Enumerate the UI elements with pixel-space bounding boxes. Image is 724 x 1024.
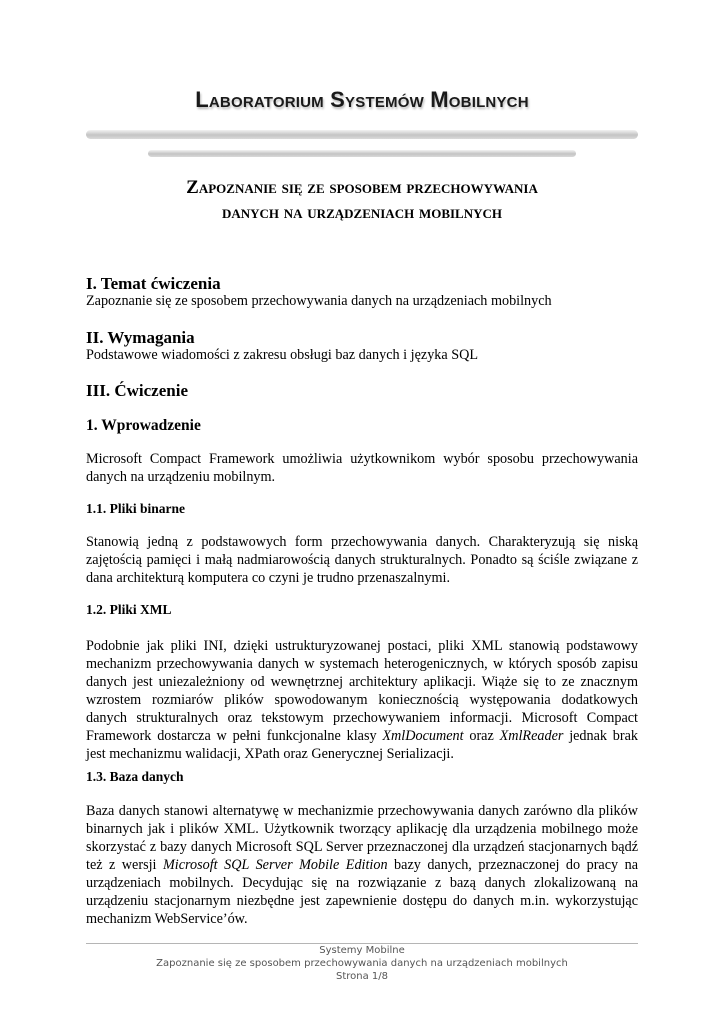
paragraph-database xyxy=(86,802,638,928)
page-footer xyxy=(0,944,724,983)
section-text-requirements: Podstawowe wiadomości z zakresu obsługi baz danych i języka SQL xyxy=(86,347,479,363)
subsection-heading-database: 1.3. Baza danych xyxy=(86,769,184,784)
xml-class-xmlreader: XmlReader xyxy=(499,728,564,744)
xml-text-part-b: oraz xyxy=(469,728,494,744)
footer-document-title: Zapoznanie się ze sposobem przechowywania danych na urządzeniach mobilnych xyxy=(156,958,568,969)
document-title-line-2: danych na urządzeniach mobilnych xyxy=(221,202,503,223)
subsection-heading-xml-files: 1.2. Pliki XML xyxy=(86,602,172,617)
subsection-heading-binary-files: 1.1. Pliki binarne xyxy=(86,501,186,516)
footer-page-number: Strona 1/8 xyxy=(335,971,389,982)
db-text-part-a: Baza danych stanowi alternatywę w mechanizmie przechowywania danych zarówno dla plików binarnych jak i plików XML. Użytkownik tworzący aplikację dla urządzenia mobilnego może skorzystać z bazy danych Microsoft SQL Server przeznaczonej dla urządzeń stacjonarnych bądź też z wersji xyxy=(86,803,638,873)
section-text-topic: Zapoznanie się ze sposobem przechowywania danych na urządzeniach mobilnych xyxy=(86,293,552,309)
db-text-part-b: bazy danych, przeznaczonej do pracy na urządzeniach mobilnych. Decydując się na rozwiązanie z bazą danych zlokalizowaną na urządzeniu stacjonarnym niezbędne jest zapewnienie dostępu do danych m.in. wykorzystując mechanizm WebService’ów. xyxy=(86,857,638,927)
decorative-divider-bottom xyxy=(148,150,576,157)
section-heading-topic: I. Temat ćwiczenia xyxy=(86,274,221,293)
footer-course-name: Systemy Mobilne xyxy=(319,945,405,956)
db-edition-name: Microsoft SQL Server Mobile Edition xyxy=(162,857,388,873)
xml-text-part-c: jednak brak jest mechanizmu walidacji, XPath oraz Generycznej Serializacji. xyxy=(86,728,639,762)
xml-text-part-a: Podobnie jak pliki INI, dzięki ustrukturyzowanej postaci, pliki XML stanowią podstawowy mechanizm przechowywania danych w systemach heterogenicznych, w których sposób zapisu danych jest uniezależniony od wewnętrznej architektury aplikacji. Wiąże się to ze znacznym wzrostem rozmiarów plików spowodowanym koniecznością występowania dodatkowych danych strukturalnych oraz tekstowym przechowywaniem informacji. Microsoft Compact Framework dostarcza w pełni funkcjonalne klasy xyxy=(86,638,638,744)
header-title: Laboratorium Systemów Mobilnych xyxy=(195,87,529,112)
decorative-divider-top xyxy=(86,130,638,139)
document-title-line-1: Zapoznanie się ze sposobem przechowywania xyxy=(186,177,538,198)
paragraph-binary-files: Stanowią jedną z podstawowych form przechowywania danych. Charakteryzują się niską zajętością pamięci i małą nadmiarowością danych strukturalnych. Ponadto są ściśle związane z dana architekturą komputera co czyni je trudno przenaszalnymi. xyxy=(86,534,638,586)
paragraph-introduction: Microsoft Compact Framework umożliwia użytkownikom wybór sposobu przechowywania danych na urządzeniu mobilnym. xyxy=(86,451,638,485)
subsection-heading-introduction: 1. Wprowadzenie xyxy=(86,417,201,434)
section-heading-requirements: II. Wymagania xyxy=(86,328,195,347)
section-heading-exercise: III. Ćwiczenie xyxy=(86,381,188,400)
xml-class-xmldocument: XmlDocument xyxy=(382,728,464,744)
document-title xyxy=(0,175,724,225)
paragraph-xml-files xyxy=(86,637,638,763)
